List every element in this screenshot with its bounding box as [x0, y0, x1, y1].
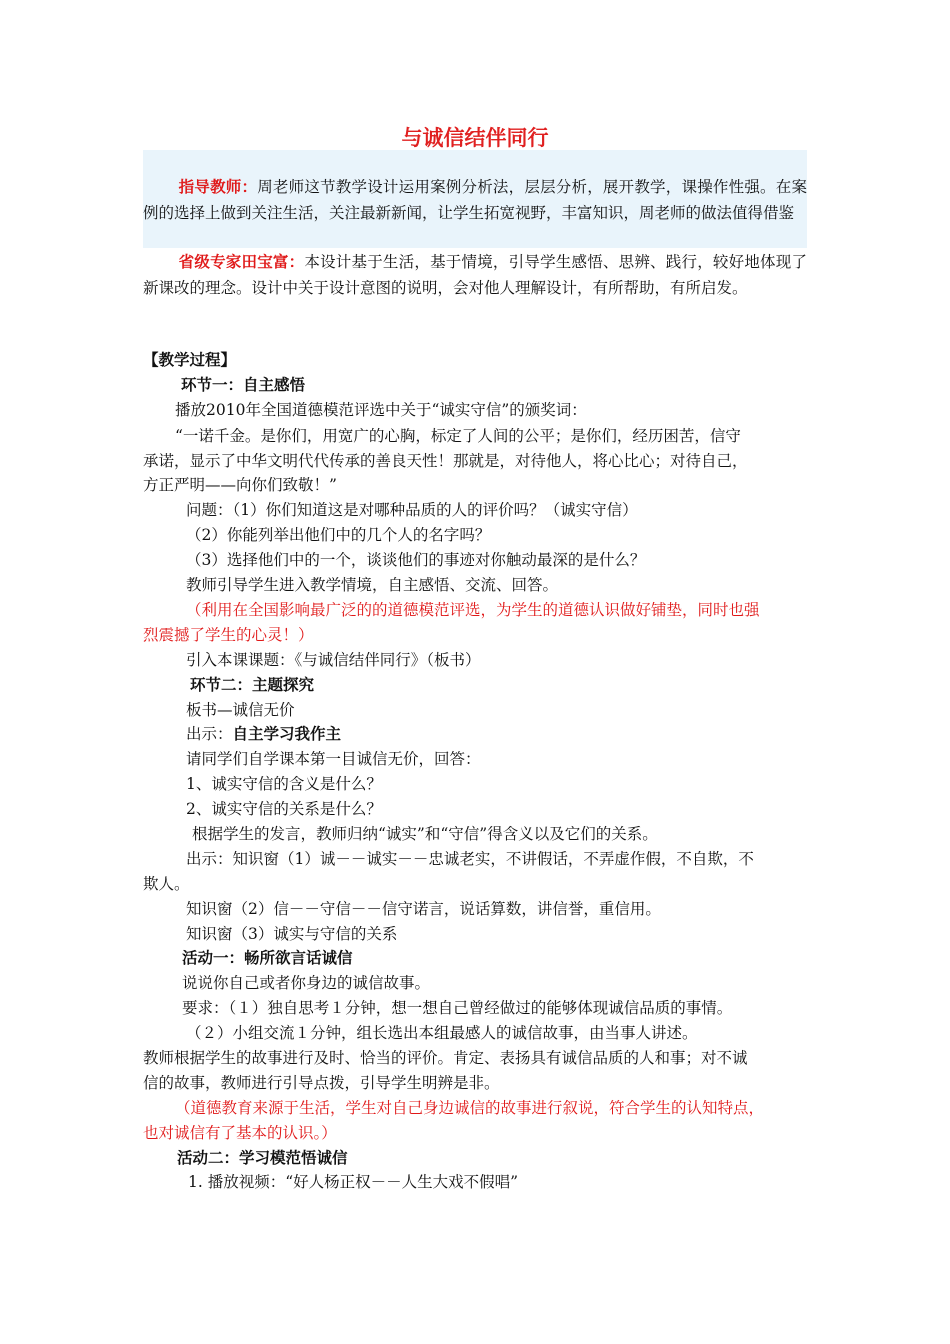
stage2-title: 环节二：主题探究 [190, 676, 315, 694]
design-note-2-line1: （道德教育来源于生活，学生对自己身边诚信的故事进行叙说，符合学生的认知特点， [175, 1099, 765, 1117]
stage1-lead: 引入本课课题：《与诚信结伴同行》（板书） [186, 651, 481, 669]
activity1-prompt: 说说你自己或者你身边的诚信故事。 [182, 974, 431, 992]
activity1-requirement-2: （２）小组交流１分钟，组长选出本组最感人的诚信故事，由当事人讲述。 [186, 1024, 698, 1042]
knowledge-window-1-line1: 出示：知识窗（1）诚－－诚实－－忠诚老实，不讲假话，不弄虚作假，不自欺，不 [186, 850, 754, 868]
teacher-comment [143, 174, 807, 226]
expert-comment-text: 本设计基于生活，基于情境，引导学生感悟、思辨、践行，较好地体现了新课改的理念。设计中关于设计意图的说明，会对他人理解设计，有所帮助，有所启发。 [143, 253, 807, 297]
expert-comment [143, 249, 807, 301]
teacher-comment-label: 指导教师： [178, 178, 258, 196]
knowledge-window-2: 知识窗（2）信－－守信－－信守诺言，说话算数，讲信誉，重信用。 [186, 900, 661, 918]
award-quote-line3: 方正严明——向你们致敬！” [143, 476, 337, 494]
design-note-1-line1: （利用在全国影响最广泛的的道德模范评选，为学生的道德认识做好铺垫，同时也强 [186, 601, 760, 619]
self-study-question-1: 1、诚实守信的含义是什么？ [186, 775, 382, 793]
board-writing: 板书—诚信无价 [186, 701, 295, 719]
activity2-title: 活动二：学习模范悟诚信 [177, 1149, 348, 1167]
page-title: 与诚信结伴同行 [401, 126, 549, 150]
design-note-1-line2: 烈震撼了学生的心灵！） [143, 626, 314, 644]
stage1-intro: 播放2010年全国道德模范评选中关于“诚实守信”的颁奖词： [175, 401, 587, 419]
activity1-evaluation-line1: 教师根据学生的故事进行及时、恰当的评价。肯定、表扬具有诚信品质的人和事；对不诚 [143, 1049, 748, 1067]
activity1-evaluation-line2: 信的故事，教师进行引导点拨，引导学生明辨是非。 [143, 1074, 500, 1092]
question-1: 问题：（1）你们知道这是对哪种品质的人的评价吗？（诚实守信） [186, 501, 638, 519]
process-heading: 【教学过程】 [143, 351, 237, 369]
expert-comment-label: 省级专家田宝富： [178, 253, 305, 271]
teacher-summary: 根据学生的发言，教师归纳“诚实”和“守信”得含义以及它们的关系。 [192, 825, 658, 843]
teacher-comment-text: 周老师这节教学设计运用案例分析法，层层分析，展开教学，课操作性强。在案例的选择上做到关注生活，关注最新新闻，让学生拓宽视野，丰富知识，周老师的做法值得借鉴 [143, 178, 807, 222]
activity1-requirement-1: 要求：（１）独自思考１分钟，想一想自己曾经做过的能够体现诚信品质的事情。 [182, 999, 733, 1017]
knowledge-window-1-line2: 欺人。 [143, 875, 190, 893]
question-3: （3）选择他们中的一个，谈谈他们的事迹对你触动最深的是什么？ [186, 551, 646, 569]
design-note-2-line2: 也对诚信有了基本的认识。） [143, 1124, 337, 1142]
activity1-title: 活动一：畅所欲言话诚信 [182, 949, 353, 967]
activity2-item-1: 1. 播放视频：“好人杨正权－－人生大戏不假唱” [188, 1173, 519, 1191]
stage1-guide: 教师引导学生进入教学情境，自主感悟、交流、回答。 [186, 576, 559, 594]
self-study-ask: 请同学们自学课本第一目诚信无价，回答： [186, 750, 481, 768]
show-self-study [186, 722, 341, 746]
award-quote-line2: 承诺，显示了中华文明代代传承的善良天性！那就是，对待他人，将心比心；对待自己， [143, 452, 748, 470]
question-2: （2）你能列举出他们中的几个人的名字吗？ [186, 526, 491, 544]
self-study-question-2: 2、诚实守信的关系是什么？ [186, 800, 382, 818]
knowledge-window-3: 知识窗（3）诚实与守信的关系 [186, 925, 398, 943]
show-label: 出示： [186, 725, 233, 743]
award-quote-line1: “一诺千金。是你们，用宽广的心胸，标定了人间的公平；是你们，经历困苦，信守 [175, 427, 741, 445]
stage1-title: 环节一：自主感悟 [181, 376, 306, 394]
show-self-study-title: 自主学习我作主 [232, 725, 342, 743]
